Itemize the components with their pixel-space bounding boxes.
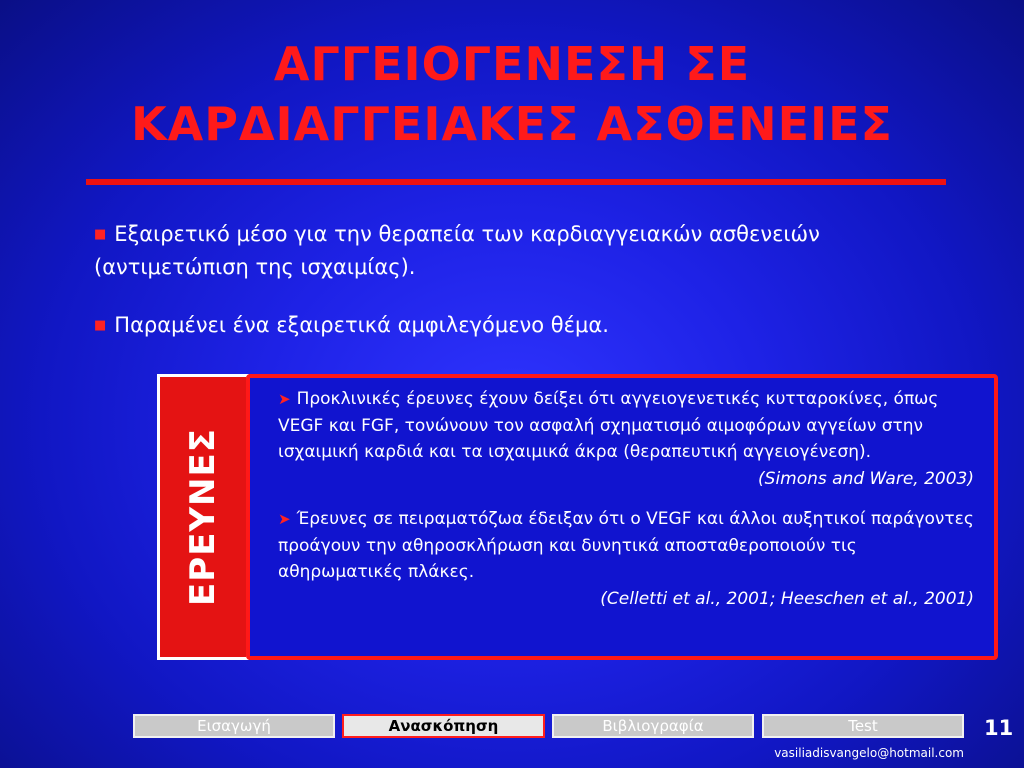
- nav-button-bibliography[interactable]: Βιβλιογραφία: [552, 714, 754, 738]
- title-underline: [86, 179, 946, 185]
- research-item: [278, 386, 974, 492]
- arrow-bullet-icon: ➤: [278, 390, 291, 408]
- research-panel: [246, 374, 998, 660]
- research-tab: [157, 374, 249, 660]
- research-citation: (Simons and Ware, 2003): [758, 468, 974, 489]
- slide-number: 11: [984, 716, 1014, 740]
- nav-button-review[interactable]: Ανασκόπηση: [342, 714, 545, 738]
- nav-button-intro[interactable]: Εισαγωγή: [133, 714, 335, 738]
- slide-title-line2: ΚΑΡΔΙΑΓΓΕΙΑΚΕΣ ΑΣΘΕΝΕΙΕΣ: [131, 97, 893, 151]
- square-bullet-icon: ■: [94, 318, 107, 333]
- bullet-list: [94, 218, 974, 368]
- research-tab-label: ΕΡΕΥΝΕΣ: [183, 428, 223, 606]
- research-citation: (Celletti et al., 2001; Heeschen et al., 2001): [600, 588, 974, 609]
- bullet-text: Παραμένει ένα εξαιρετικά αμφιλεγόμενο θέμα.: [114, 313, 609, 337]
- square-bullet-icon: ■: [94, 227, 107, 242]
- arrow-bullet-icon: ➤: [278, 510, 291, 528]
- bullet-item: [94, 218, 974, 283]
- research-text: Προκλινικές έρευνες έχουν δείξει ότι αγγειογενετικές κυτταροκίνες, όπως VEGF και FGF, τονώνουν τον ασφαλή σχηματισμό αιμοφόρων αγγείων στην ισχαιμική καρδιά και τα ισχαιμικά άκρα (θεραπευτική αγγειογένεση).: [278, 389, 939, 462]
- research-item: [278, 506, 974, 612]
- bullet-text: Εξαιρετικό μέσο για την θεραπεία των καρδιαγγειακών ασθενειών (αντιμετώπιση της ισχαιμίας).: [94, 222, 820, 279]
- research-text: Έρευνες σε πειραματόζωα έδειξαν ότι ο VEGF και άλλοι αυξητικοί παράγοντες προάγουν την αθηροσκλήρωση και δυνητικά αποσταθεροποιούν τις αθηρωματικές πλάκες.: [278, 509, 974, 582]
- nav-button-test[interactable]: Test: [762, 714, 964, 738]
- bullet-item: [94, 309, 974, 342]
- slide-title: [0, 34, 1024, 154]
- author-email[interactable]: vasiliadisvangelo@hotmail.com: [774, 746, 964, 760]
- slide-title-line1: ΑΓΓΕΙΟΓΕΝΕΣΗ ΣΕ: [273, 37, 751, 91]
